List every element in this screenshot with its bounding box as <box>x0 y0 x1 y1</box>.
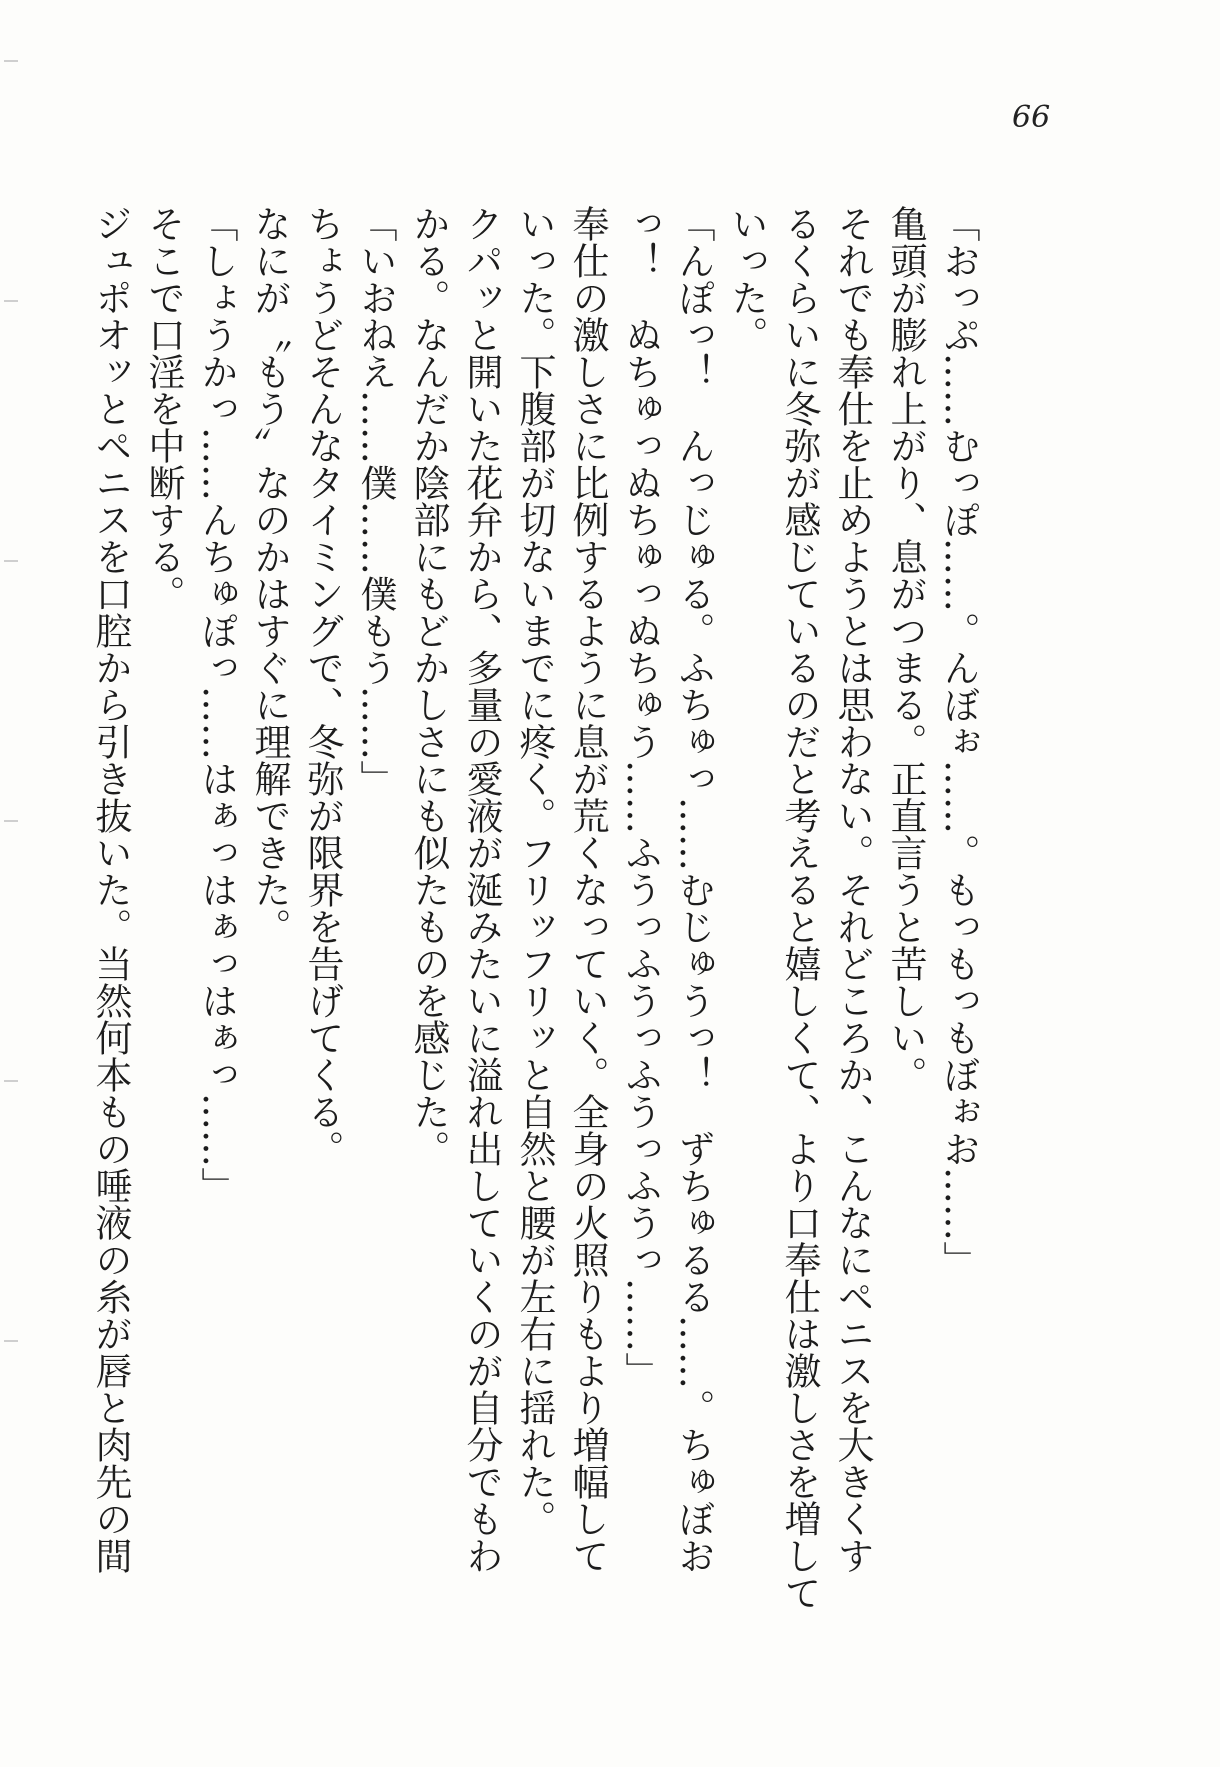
text-line: いった。下腹部が切ないまでに疼く。フリッフリッと自然と腰が左右に揺れた。 <box>513 205 556 1537</box>
text-line: かる。なんだか陰部にもどかしさにも似たものを感じた。 <box>407 205 450 1167</box>
text-line: るくらいに冬弥が感じているのだと考えると嬉しくて、より口奉仕は激しさを増して <box>778 205 821 1611</box>
text-line: ちょうどそんなタイミングで、冬弥が限界を告げてくる。 <box>301 205 344 1167</box>
page-number: 66 <box>1012 100 1051 135</box>
text-line: 「んぽっ！ んっじゅる。ふちゅっ……むじゅうっ！ ずちゅるる……。ちゅぼお <box>672 205 715 1574</box>
edge-scan-mark <box>4 820 18 822</box>
edge-scan-mark <box>4 1080 18 1082</box>
text-line: 「いおねえ……僕……僕もう……」 <box>354 205 397 797</box>
edge-scan-mark <box>4 60 18 62</box>
text-line: なにが〝もう〟なのかはすぐに理解できた。 <box>248 205 291 945</box>
text-line: クパッと開いた花弁から、多量の愛液が涎みたいに溢れ出していくのが自分でもわ <box>460 205 503 1574</box>
edge-scan-mark <box>4 300 18 302</box>
text-line: ジュポオッとペニスを口腔から引き抜いた。当然何本もの唾液の糸が唇と肉先の間 <box>89 205 132 1574</box>
vertical-text-body <box>84 205 985 1611</box>
edge-scan-mark <box>4 1340 18 1342</box>
text-line: 奉仕の激しさに比例するように息が荒くなっていく。全身の火照りもより増幅して <box>566 205 609 1574</box>
text-line: っ！ ぬちゅっぬちゅっぬちゅう……ふうっふうっふうっふうっ……」 <box>619 205 662 1389</box>
text-line: 亀頭が膨れ上がり、息がつまる。正直言うと苦しい。 <box>884 205 927 1093</box>
text-line: いった。 <box>725 205 768 353</box>
text-line: 「しょうかっ……んちゅぽっ……はぁっはぁっはぁっ……」 <box>195 205 238 1204</box>
text-line: 「おっぷ……むっぽ……。んぼぉ……。もっもっもぼぉお……」 <box>937 205 980 1278</box>
text-line: それでも奉仕を止めようとは思わない。それどころか、こんなにペニスを大きくす <box>831 205 874 1574</box>
edge-scan-mark <box>4 560 18 562</box>
text-line: そこで口淫を中断する。 <box>142 205 185 612</box>
